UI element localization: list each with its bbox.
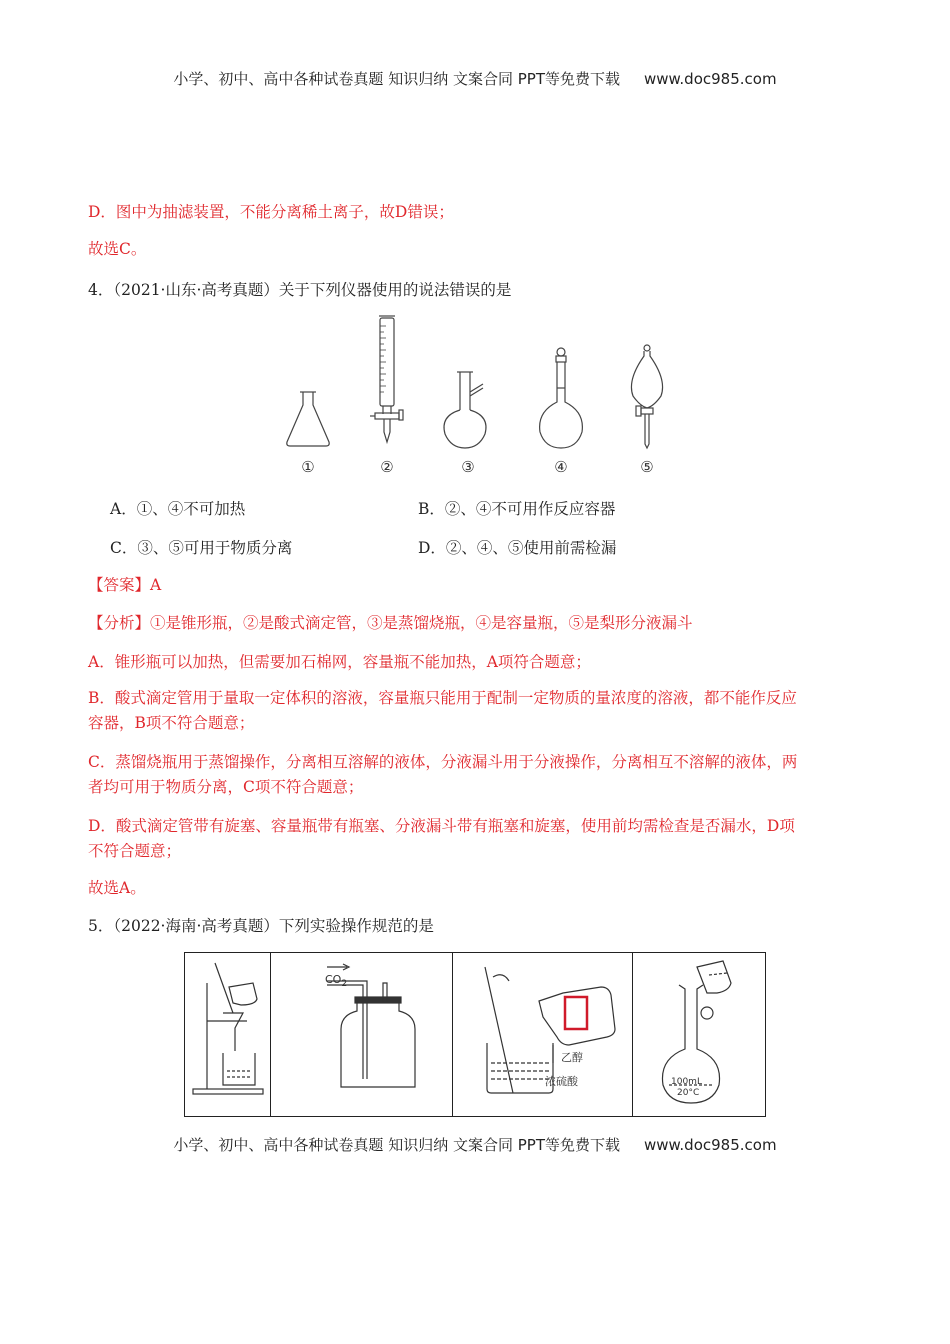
q5-cell-acid-mixing: [453, 953, 633, 1116]
footer-url[interactable]: www.doc985.com: [643, 1136, 777, 1154]
header-url[interactable]: www.doc985.com: [643, 70, 777, 88]
prev-conclusion: 故选C。: [88, 240, 147, 258]
label-3: ③: [461, 458, 475, 476]
gas-bottle-icon: [271, 953, 451, 1115]
q5-cell-volumetric-flask: [633, 953, 764, 1116]
label-5: ⑤: [640, 458, 654, 476]
q5-stem: 5．（2022·海南·高考真题）下列实验操作规范的是: [88, 917, 434, 935]
q4-explain-d2: 不符合题意；: [88, 842, 182, 860]
q4-conclusion: 故选A。: [88, 879, 146, 897]
ethanol-label: 乙醇: [561, 1051, 583, 1064]
burette-icon: [370, 316, 403, 442]
q4-analysis: 【分析】①是锥形瓶，②是酸式滴定管，③是蒸馏烧瓶，④是容量瓶，⑤是梨形分液漏斗: [88, 614, 693, 632]
co2-subscript: 2: [341, 978, 348, 990]
q4-option-d: D．②、④、⑤使用前需检漏: [418, 539, 617, 557]
q4-explain-a: A．锥形瓶可以加热，但需要加石棉网，容量瓶不能加热，A项符合题意；: [88, 653, 591, 671]
q4-explain-c2: 者均可用于物质分离，C项不符合题意；: [88, 778, 364, 796]
q4-explain-b1: B．酸式滴定管用于量取一定体积的溶液，容量瓶只能用于配制一定物质的量浓度的溶液，都不能作反应: [88, 689, 797, 707]
flask-volume-label: 100mL: [671, 1077, 702, 1087]
filtration-setup-icon: [185, 953, 269, 1115]
separatory-funnel-icon: [631, 345, 662, 448]
page-header: 小学、初中、高中各种试卷真题 知识归纳 文案合同 PPT等免费下载 www.doc985.com: [173, 70, 777, 88]
volumetric-flask-icon: [540, 348, 583, 448]
q4-explain-d1: D．酸式滴定管带有旋塞、容量瓶带有瓶塞、分液漏斗带有瓶塞和旋塞，使用前均需检查是否漏水，D项: [88, 817, 795, 835]
acid-dilution-icon: [453, 953, 631, 1115]
q4-option-b: B．②、④不可用作反应容器: [418, 500, 616, 518]
conc-sulfuric-acid-label: 浓硫酸: [545, 1075, 578, 1088]
co2-label: CO: [325, 973, 342, 986]
q4-option-c: C．③、⑤可用于物质分离: [110, 539, 293, 557]
label-1: ①: [301, 458, 315, 476]
q5-cell-gas-bottle: [271, 953, 453, 1116]
page-footer: 小学、初中、高中各种试卷真题 知识归纳 文案合同 PPT等免费下载 www.doc985.com: [173, 1136, 777, 1154]
prev-option-d: D．图中为抽滤装置，不能分离稀土离子，故D错误；: [88, 203, 454, 221]
label-4: ④: [554, 458, 568, 476]
q5-cell-filtration: [185, 953, 271, 1116]
conical-flask-icon: [287, 392, 329, 446]
flask-temp-label: 20°C: [677, 1088, 700, 1098]
q4-explain-c1: C．蒸馏烧瓶用于蒸馏操作，分离相互溶解的液体，分液漏斗用于分液操作，分离相互不溶解的液体，两: [88, 753, 798, 771]
q5-options-figure: [184, 952, 766, 1117]
q4-answer: 【答案】A: [88, 576, 162, 594]
distillation-flask-icon: [444, 372, 486, 448]
q4-stem: 4．（2021·山东·高考真题）关于下列仪器使用的说法错误的是: [88, 281, 512, 299]
q4-option-a: A．①、④不可加热: [110, 500, 246, 518]
q4-explain-b2: 容器，B项不符合题意；: [88, 714, 255, 732]
label-2: ②: [380, 458, 394, 476]
